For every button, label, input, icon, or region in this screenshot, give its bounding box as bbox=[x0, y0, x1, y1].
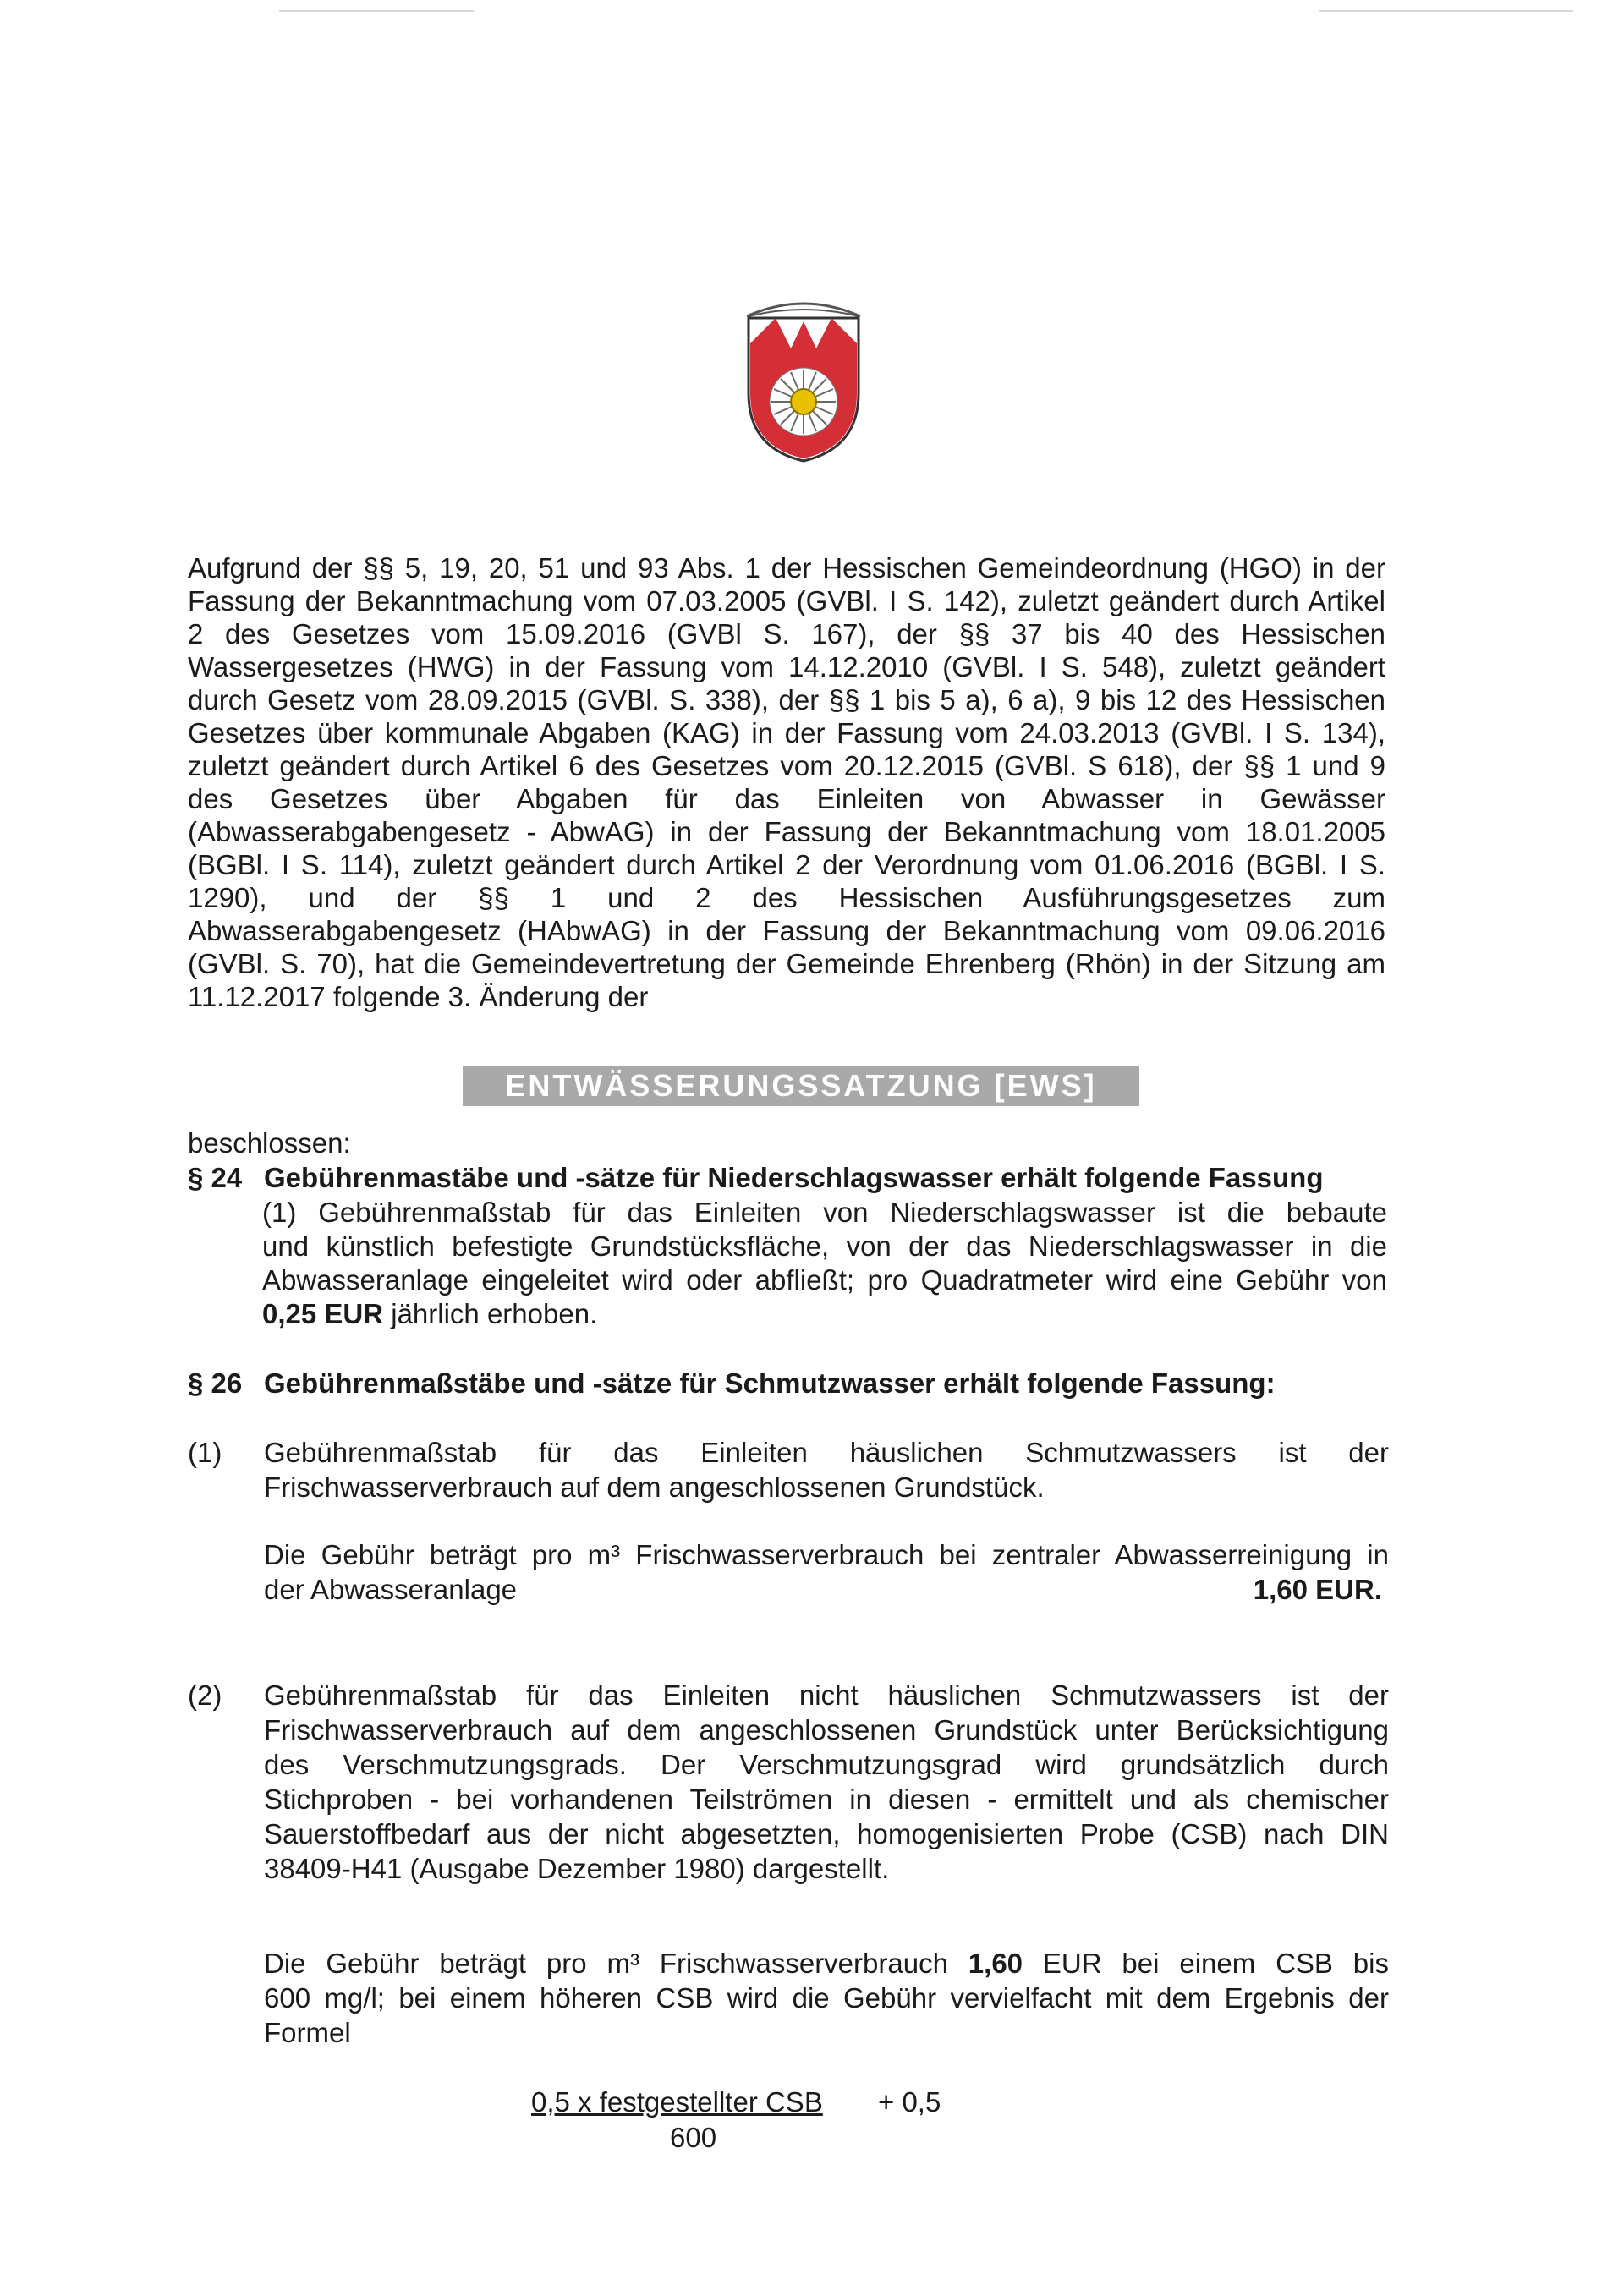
preamble-line: durch Gesetz vom 28.09.2015 (GVBl. S. 338), der §§ 1 bis 5 a), 6 a), 9 bis 12 des Hessischen bbox=[188, 684, 1385, 715]
body-line: Frischwasserverbrauch auf dem angeschlossenen Grundstück unter Berücksichtigung bbox=[264, 1714, 1389, 1745]
body-line: 38409-H41 (Ausgabe Dezember 1980) dargestellt. bbox=[264, 1853, 890, 1884]
scan-edge-left bbox=[279, 10, 474, 12]
beschlossen-label: beschlossen: bbox=[188, 1127, 351, 1159]
preamble-line: Abwasserabgabengesetz (HAbwAG) in der Fassung der Bekanntmachung vom 09.06.2016 bbox=[188, 915, 1385, 946]
section-24-body bbox=[262, 1196, 1387, 1331]
preamble-line: des Gesetzes über Abgaben für das Einleiten von Abwasser in Gewässer bbox=[188, 783, 1385, 814]
scan-edge-right bbox=[1320, 10, 1573, 12]
body-line: Formel bbox=[264, 2017, 351, 2048]
section-26-para-1 bbox=[188, 1435, 1389, 1504]
para-number: (1) bbox=[188, 1437, 222, 1468]
preamble-line: (Abwasserabgabengesetz - AbwAG) in der Fassung der Bekanntmachung vom 18.01.2005 bbox=[188, 816, 1385, 847]
formula-numerator: 0,5 x festgestellter CSB bbox=[531, 2086, 823, 2118]
formula-denominator: 600 bbox=[670, 2122, 717, 2153]
preamble-line: Wassergesetzes (HWG) in der Fassung vom 14.12.2010 (GVBl. I S. 548), zuletzt geändert bbox=[188, 651, 1385, 682]
preamble-line: Fassung der Bekanntmachung vom 07.03.2005 (GVBl. I S. 142), zuletzt geändert durch Artikel bbox=[188, 585, 1385, 616]
fee-amount: 0,25 EUR bbox=[262, 1298, 384, 1329]
body-line: des Verschmutzungsgrads. Der Verschmutzungsgrad wird grundsätzlich durch bbox=[264, 1749, 1389, 1780]
fee-amount: 1,60 bbox=[968, 1948, 1023, 1979]
fee-line: Die Gebühr beträgt pro m³ Frischwasserverbrauch bei zentraler Abwasserreinigung in bbox=[264, 1539, 1389, 1570]
fee-suffix: jährlich erhoben. bbox=[383, 1298, 598, 1329]
body-line: 600 mg/l; bei einem höheren CSB wird die Gebühr vervielfacht mit dem Ergebnis der bbox=[264, 1982, 1389, 2014]
body-line: (1) Gebührenmaßstab für das Einleiten von Niederschlagswasser ist die bebaute bbox=[262, 1197, 1387, 1228]
body-line: Gebührenmaßstab für das Einleiten häuslichen Schmutzwassers ist der bbox=[264, 1437, 1389, 1468]
preamble-line: 1290), und der §§ 1 und 2 des Hessischen Ausführungsgesetzes zum bbox=[188, 882, 1385, 913]
body-line: Sauerstoffbedarf aus der nicht abgesetzten, homogenisierten Probe (CSB) nach DIN bbox=[264, 1818, 1389, 1849]
preamble-line: (GVBl. S. 70), hat die Gemeindevertretung der Gemeinde Ehrenberg (Rhön) in der Sitzung am bbox=[188, 948, 1385, 979]
body-line: Gebührenmaßstab für das Einleiten nicht häuslichen Schmutzwassers ist der bbox=[264, 1680, 1389, 1711]
fee-amount: 1,60 EUR. bbox=[1253, 1574, 1382, 1605]
formula-plus: + 0,5 bbox=[878, 2086, 941, 2118]
body-line: Stichproben - bei vorhandenen Teilströmen in diesen - ermittelt und als chemischer bbox=[264, 1784, 1389, 1815]
coat-of-arms-icon bbox=[732, 279, 875, 465]
body-line: Frischwasserverbrauch auf dem angeschlossenen Grundstück. bbox=[264, 1471, 1045, 1503]
preamble-line: Aufgrund der §§ 5, 19, 20, 51 und 93 Abs. 1 der Hessischen Gemeindeordnung (HGO) in der bbox=[188, 552, 1385, 584]
section-title: Gebührenmaßstäbe und -sätze für Schmutzwasser erhält folgende Fassung: bbox=[264, 1367, 1276, 1399]
preamble-line: 11.12.2017 folgende 3. Änderung der bbox=[188, 981, 649, 1012]
fee-line bbox=[264, 1946, 1389, 1981]
section-number: § 24 bbox=[188, 1162, 243, 1193]
fee-text: Die Gebühr beträgt pro m³ Frischwasserverbrauch bbox=[264, 1948, 968, 1979]
preamble-line: (BGBl. I S. 114), zuletzt geändert durch Artikel 2 der Verordnung vom 01.06.2016 (BGBl. I S. bbox=[188, 849, 1385, 880]
fee-text: EUR bei einem CSB bis bbox=[1023, 1948, 1389, 1979]
section-26-para-2 bbox=[188, 1678, 1389, 1886]
section-24-heading bbox=[188, 1161, 1389, 1195]
section-26-fee-2 bbox=[188, 1946, 1389, 2050]
body-line: Abwasseranlage eingeleitet wird oder abfließt; pro Quadratmeter wird eine Gebühr von bbox=[262, 1264, 1387, 1296]
section-26-heading bbox=[188, 1367, 1389, 1400]
fee-label: der Abwasseranlage bbox=[264, 1574, 518, 1605]
body-line: und künstlich befestigte Grundstücksfläche, von der das Niederschlagswasser in die bbox=[262, 1230, 1387, 1262]
preamble-line: zuletzt geändert durch Artikel 6 des Gesetzes vom 20.12.2015 (GVBl. S 618), der §§ 1 und 9 bbox=[188, 750, 1385, 781]
fee-line bbox=[262, 1297, 1387, 1331]
para-number: (2) bbox=[188, 1680, 222, 1711]
section-26-fee-1 bbox=[188, 1537, 1389, 1607]
preamble-line: 2 des Gesetzes vom 15.09.2016 (GVBl S. 167), der §§ 37 bis 40 des Hessischen bbox=[188, 618, 1385, 649]
section-number: § 26 bbox=[188, 1367, 243, 1399]
document-title: ENTWÄSSERUNGSSATZUNG [EWS] bbox=[463, 1066, 1139, 1106]
preamble-line: Gesetzes über kommunale Abgaben (KAG) in der Fassung vom 24.03.2013 (GVBl. I S. 134), bbox=[188, 717, 1385, 748]
section-title: Gebührenmastäbe und -sätze für Niederschlagswasser erhält folgende Fassung bbox=[264, 1162, 1324, 1193]
